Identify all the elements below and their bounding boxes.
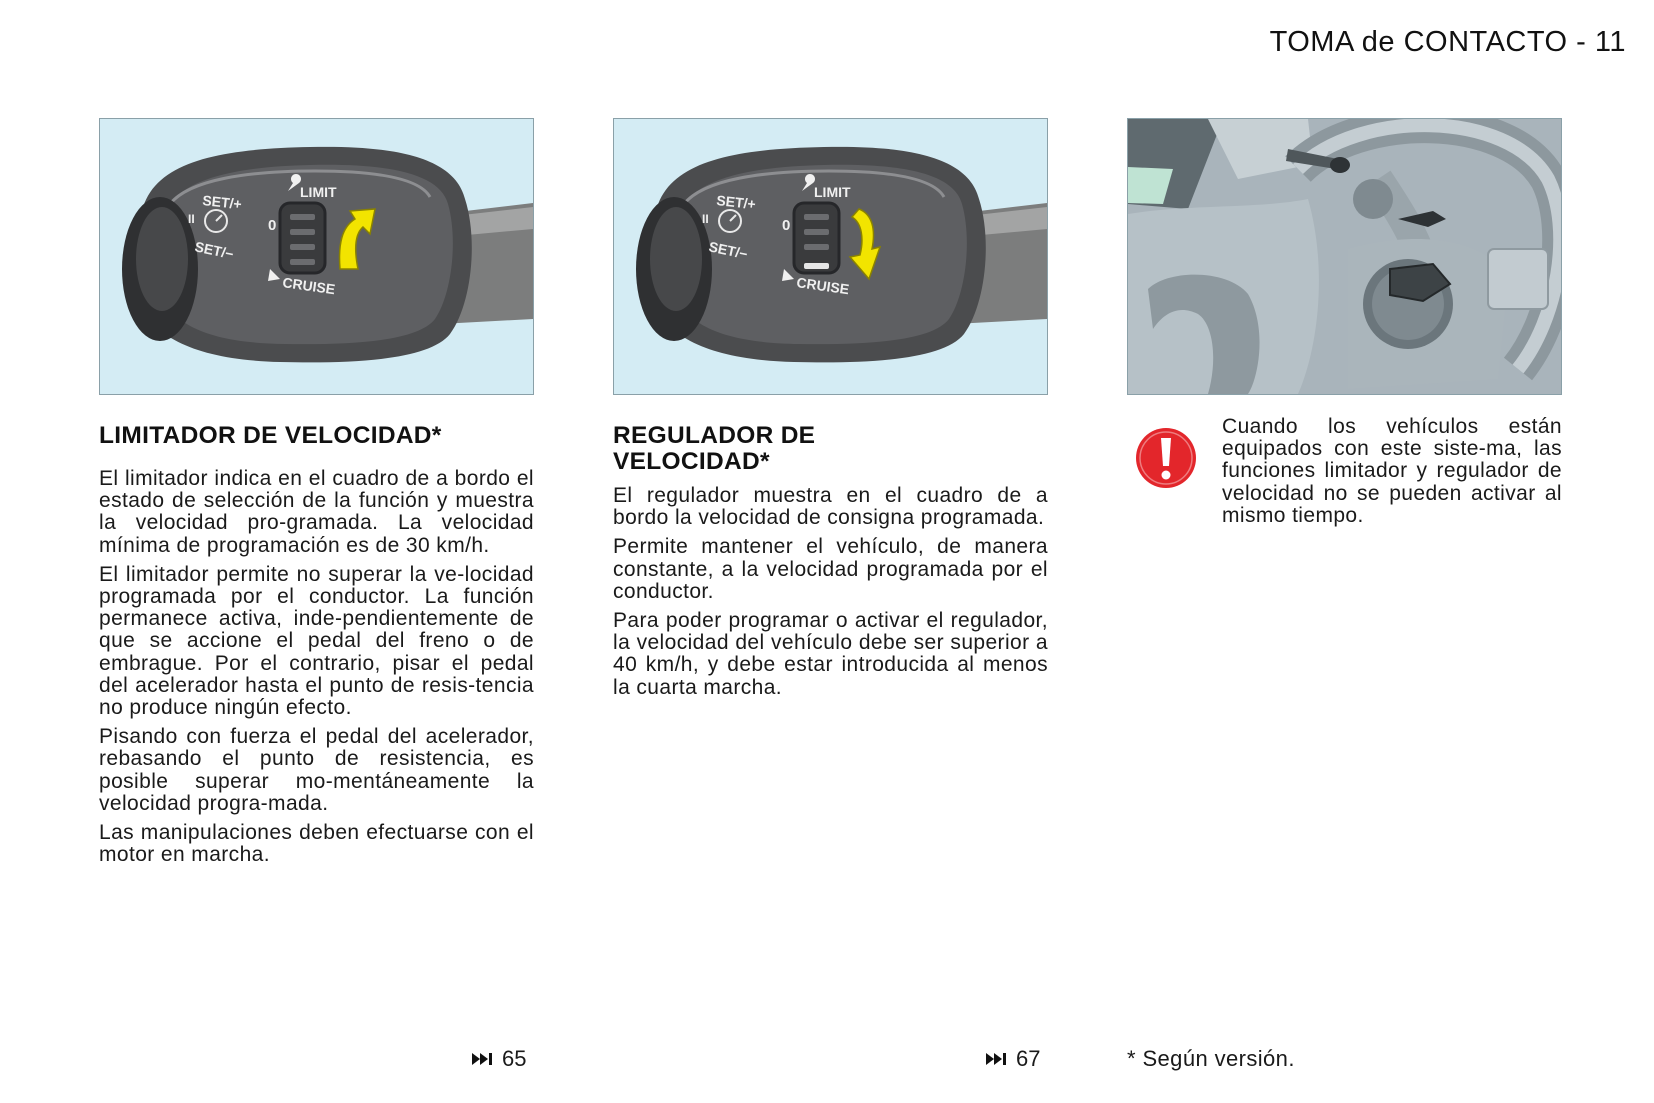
dashboard-column [1127, 118, 1562, 395]
pause-label: II [188, 212, 195, 226]
warning-text: Cuando los vehículos están equipados con este siste-ma, las funciones limitador y regulador de velocidad no se pueden activar al mismo tiempo. [1222, 415, 1562, 527]
page-reference-number: 65 [502, 1046, 527, 1071]
limitador-paragraph: Las manipulaciones deben efectuarse con el motor en marcha. [99, 821, 534, 867]
exclamation-icon [1134, 426, 1198, 490]
regulador-title-line1: REGULADOR DE [613, 422, 816, 449]
cruise-label: CRUISE [795, 274, 851, 298]
regulador-paragraph: El regulador muestra en el cuadro de a bordo la velocidad de consigna programada. [613, 484, 1048, 530]
regulador-title [613, 423, 1048, 475]
limitador-lever-figure [99, 118, 534, 395]
zero-label: 0 [268, 217, 277, 234]
regulador-body [613, 485, 1048, 699]
regulador-paragraph: Para poder programar o activar el regulador, la velocidad del vehículo debe ser superior a 40 km/h, y debe estar introducida al menos la cuarta marcha. [613, 609, 1048, 699]
footnote: * Según versión. [1127, 1046, 1295, 1071]
limitador-body [99, 468, 534, 866]
selector-wheel [794, 203, 839, 273]
limitador-paragraph: El limitador permite no superar la ve-locidad programada por el conductor. La función permanece activa, inde-pendientemente de que se accione el pedal del freno o de embrague. Por el contrario, pisar el pedal del acelerador hasta el punto de resis-tencia no produce ningún efecto. [99, 562, 534, 720]
limitador-paragraph: Pisando con fuerza el pedal del acelerador, rebasando el punto de resistencia, es posible superar mo-mentáneamente la velocidad progra-mada. [99, 725, 534, 815]
limit-label: LIMIT [300, 184, 337, 200]
set-minus-label: SET/− [193, 238, 236, 263]
regulador-paragraph: Permite mantener el vehículo, de manera constante, a la velocidad programada por el conductor. [613, 535, 1048, 603]
limit-label: LIMIT [814, 184, 851, 200]
page-reference-number: 67 [1016, 1046, 1041, 1071]
regulador-title-line2: VELOCIDAD* [613, 448, 770, 475]
limitador-paragraph: El limitador indica en el cuadro de a bordo el estado de selección de la función y muestra la velocidad pro-gramada. La velocidad mínima de programación es de 30 km/h. [99, 467, 534, 557]
dashboard-figure [1127, 118, 1562, 395]
zero-label: 0 [782, 217, 791, 234]
fast-forward-icon [986, 1051, 1008, 1067]
set-plus-label: SET/+ [201, 192, 243, 213]
limitador-column [99, 118, 534, 873]
limitador-title: LIMITADOR DE VELOCIDAD* [99, 422, 442, 449]
set-minus-label: SET/− [707, 238, 750, 263]
page-header: TOMA de CONTACTO - 11 [1269, 26, 1626, 58]
page-reference [472, 1046, 526, 1072]
regulador-lever-figure [613, 118, 1048, 395]
regulador-column [613, 118, 1048, 706]
pause-label: II [702, 212, 709, 226]
cruise-label: CRUISE [281, 274, 337, 298]
set-plus-label: SET/+ [715, 192, 757, 213]
page-reference [986, 1046, 1040, 1072]
fast-forward-icon [472, 1051, 494, 1067]
